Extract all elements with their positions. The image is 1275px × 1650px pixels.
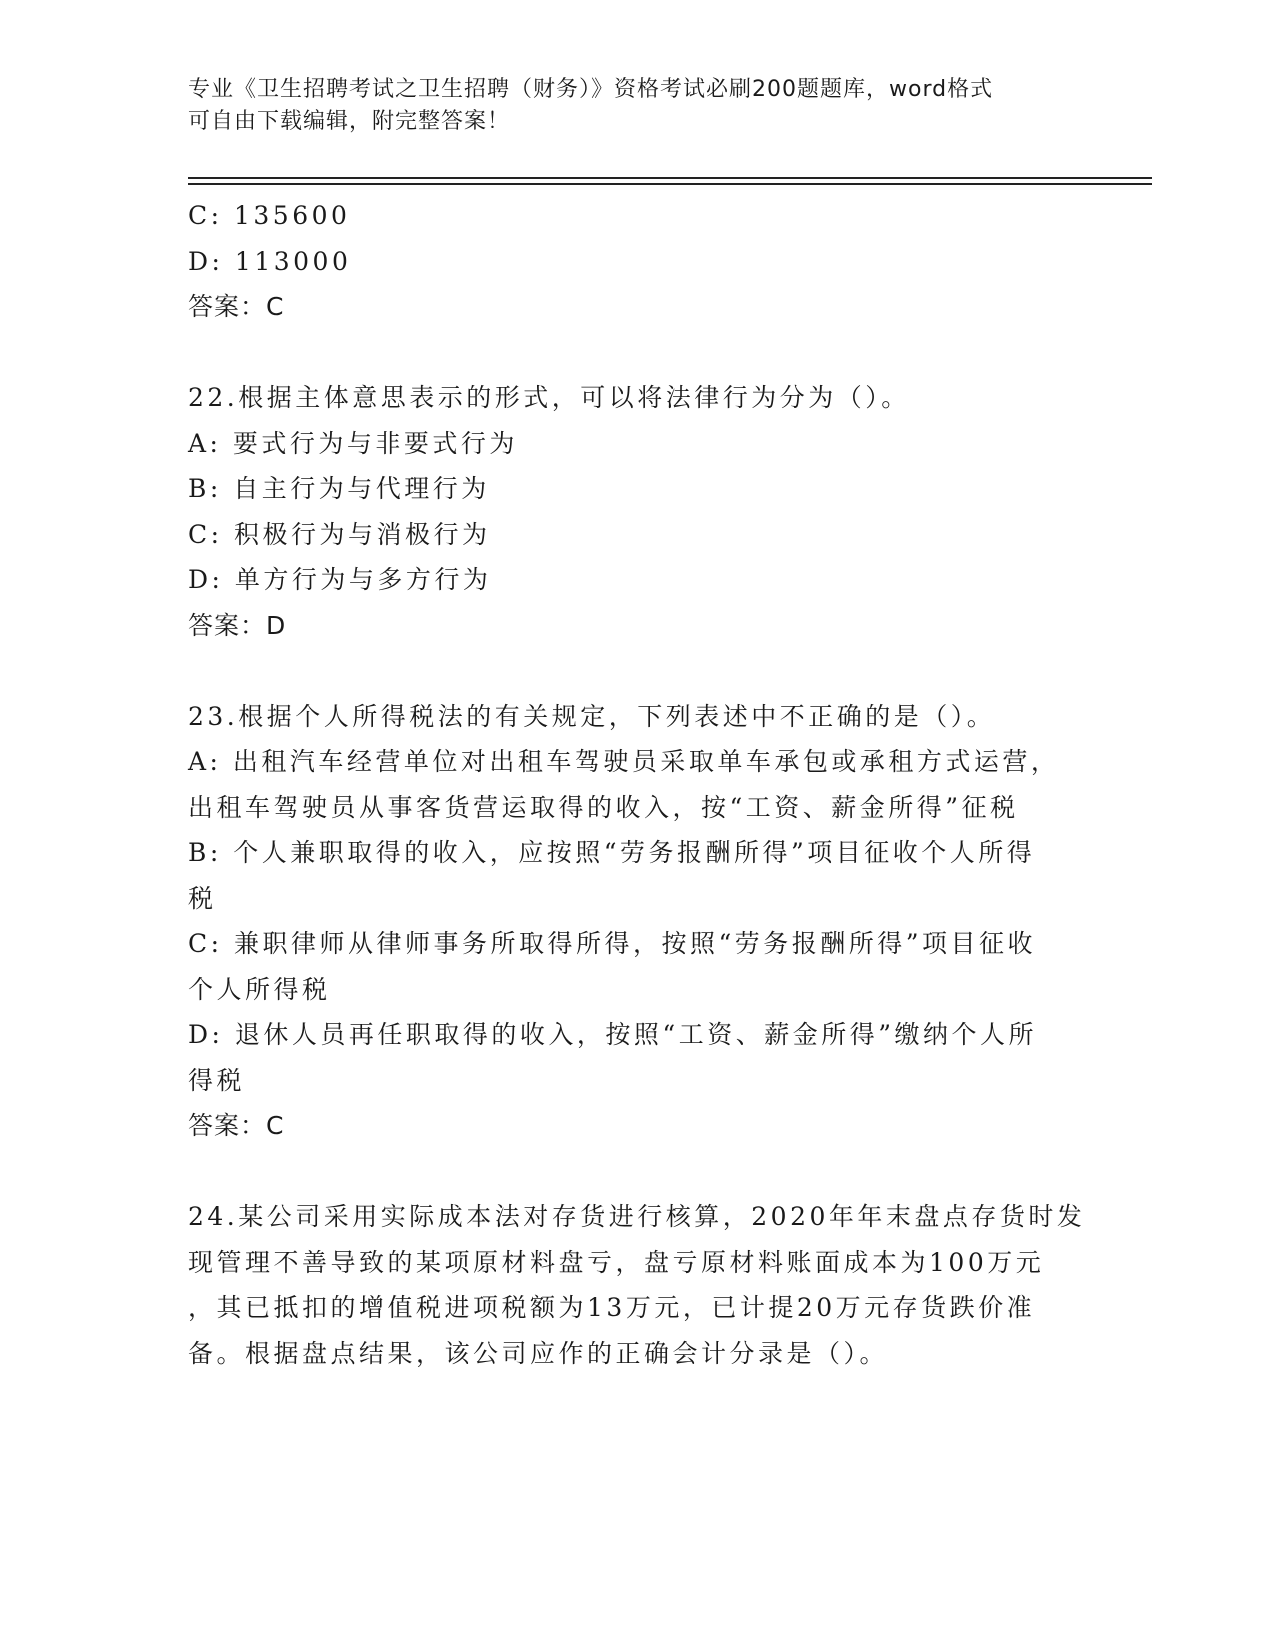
- option-d: D: 单方行为与多方行为: [188, 565, 492, 594]
- question-24: [188, 1194, 1088, 1376]
- option-b-line-1: B: 个人兼职取得的收入，应按照“劳务报酬所得”项目征收个人所得: [188, 838, 1036, 867]
- question-22: [188, 375, 1088, 648]
- option-c: C: 135600: [188, 201, 351, 230]
- option-c-line-2: 个人所得税: [188, 974, 331, 1004]
- question-stem-line-4: 备。根据盘点结果，该公司应作的正确会计分录是（）。: [188, 1338, 889, 1368]
- question-stem: 22.根据主体意思表示的形式，可以将法律行为分为（）。: [188, 383, 910, 412]
- prev-question: [188, 193, 1088, 330]
- question-stem-line-3: ，其已抵扣的增值税进项税额为13万元，已计提20万元存货跌价准: [188, 1293, 1036, 1322]
- spacer: [188, 648, 1088, 694]
- option-b: B: 自主行为与代理行为: [188, 474, 490, 503]
- header-line-2: 可自由下载编辑，附完整答案！: [188, 109, 511, 134]
- option-d-line-2: 得税: [188, 1065, 246, 1095]
- option-c: C: 积极行为与消极行为: [188, 519, 491, 549]
- option-b-line-2: 税: [188, 883, 217, 913]
- question-content: [188, 193, 1088, 1376]
- option-a-line-1: A: 出租汽车经营单位对出租车驾驶员采取单车承包或承租方式运营，: [188, 747, 1060, 776]
- header-line-1: 专业《卫生招聘考试之卫生招聘（财务）》资格考试必刷200题题库，word格式: [188, 77, 994, 102]
- spacer: [188, 1149, 1088, 1195]
- question-stem-line-2: 现管理不善导致的某项原材料盘亏，盘亏原材料账面成本为100万元: [188, 1247, 1045, 1277]
- question-23: [188, 694, 1088, 1149]
- header-divider-top: [188, 177, 1152, 179]
- header-divider-bottom: [188, 183, 1152, 185]
- option-d-line-1: D: 退休人员再任职取得的收入，按照“工资、薪金所得”缴纳个人所: [188, 1020, 1037, 1049]
- answer-line: 答案：C: [188, 292, 285, 321]
- option-a: A: 要式行为与非要式行为: [188, 428, 518, 458]
- spacer: [188, 330, 1088, 376]
- option-c-line-1: C: 兼职律师从律师事务所取得所得，按照“劳务报酬所得”项目征收: [188, 929, 1037, 958]
- option-a-line-2: 出租车驾驶员从事客货营运取得的收入，按“工资、薪金所得”征税: [188, 792, 1019, 822]
- option-d: D: 113000: [188, 246, 352, 276]
- answer-line: 答案：D: [188, 610, 287, 640]
- document-header: [188, 74, 1068, 138]
- question-stem-line-1: 24.某公司采用实际成本法对存货进行核算，2020年年末盘点存货时发: [188, 1202, 1086, 1231]
- question-stem: 23.根据个人所得税法的有关规定，下列表述中不正确的是（）。: [188, 701, 996, 731]
- answer-line: 答案：C: [188, 1111, 285, 1140]
